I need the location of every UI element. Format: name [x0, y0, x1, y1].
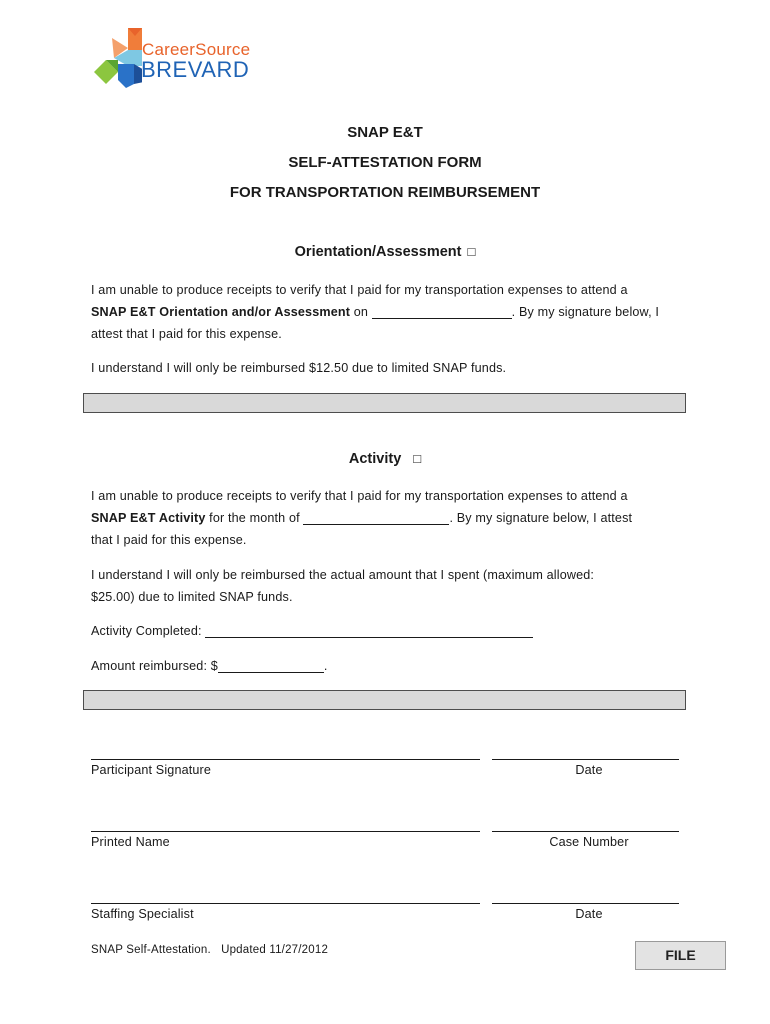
- orientation-checkbox[interactable]: □: [467, 244, 476, 259]
- orientation-p1-bold: SNAP E&T Orientation and/or Assessment: [91, 305, 351, 319]
- amount-reimbursed-end: .: [323, 659, 328, 673]
- footer-text: SNAP Self-Attestation. Updated 11/27/2012: [91, 944, 329, 956]
- activity-p1-line-b: [91, 507, 691, 529]
- activity-completed-field[interactable]: [205, 623, 533, 638]
- activity-paragraph-1: [91, 485, 691, 551]
- activity-p1-line-a: I am unable to produce receipts to verify that I paid for my transportation expenses to attend a: [91, 489, 628, 503]
- orientation-paragraph-2: I understand I will only be reimbursed $12.50 due to limited SNAP funds.: [91, 361, 507, 375]
- amount-reimbursed-row: [91, 655, 691, 677]
- date-2-line[interactable]: [492, 903, 679, 904]
- activity-checkbox[interactable]: □: [413, 451, 422, 466]
- participant-signature-line[interactable]: [91, 759, 480, 760]
- orientation-heading: [0, 244, 770, 260]
- file-button[interactable]: FILE: [635, 941, 726, 970]
- activity-completed-label: Activity Completed:: [91, 624, 202, 638]
- printed-name-line[interactable]: [91, 831, 480, 832]
- activity-p1-bold: SNAP E&T Activity: [91, 511, 206, 525]
- title-line-3: FOR TRANSPORTATION REIMBURSEMENT: [229, 184, 541, 201]
- case-number-line[interactable]: [492, 831, 679, 832]
- title-line-1: SNAP E&T: [347, 124, 423, 141]
- orientation-p1-line-a: I am unable to produce receipts to verify that I paid for my transportation expenses to attend a: [91, 283, 628, 297]
- careersource-brevard-logo: [92, 26, 272, 96]
- activity-heading: [0, 451, 770, 467]
- orientation-divider-bar: [83, 393, 686, 413]
- orientation-p1-line-b: [91, 301, 691, 323]
- date-1-line[interactable]: [492, 759, 679, 760]
- activity-p1-line-c: that I paid for this expense.: [91, 533, 247, 547]
- staffing-specialist-line[interactable]: [91, 903, 480, 904]
- activity-p2-line-a: I understand I will only be reimbursed the actual amount that I spent (maximum allowed:: [91, 568, 595, 582]
- logo-text-careersource: CareerSource: [142, 40, 251, 59]
- staffing-specialist-label: Staffing Specialist: [91, 907, 194, 921]
- orientation-p1-mid: on: [350, 305, 372, 319]
- activity-heading-text: Activity: [348, 451, 402, 467]
- activity-p1-end: . By my signature below, I attest: [449, 511, 633, 525]
- orientation-p1-end: . By my signature below, I: [511, 305, 660, 319]
- participant-signature-label: Participant Signature: [91, 763, 212, 777]
- date-2-label: Date: [575, 907, 603, 921]
- title-line-2: SELF-ATTESTATION FORM: [288, 154, 482, 171]
- activity-divider-bar: [83, 690, 686, 710]
- date-1-label: Date: [575, 763, 603, 777]
- logo-mark-icon: [92, 26, 142, 96]
- activity-p2-line-b: $25.00) due to limited SNAP funds.: [91, 590, 293, 604]
- amount-reimbursed-field[interactable]: [218, 658, 324, 673]
- activity-completed-row: [91, 620, 691, 642]
- printed-name-label: Printed Name: [91, 835, 170, 849]
- case-number-label: Case Number: [549, 835, 629, 849]
- orientation-heading-text: Orientation/Assessment: [294, 244, 462, 260]
- logo-text-brevard: BREVARD: [141, 57, 250, 82]
- activity-paragraph-2: [91, 564, 691, 608]
- orientation-date-field[interactable]: [372, 304, 512, 319]
- activity-month-field[interactable]: [303, 510, 449, 525]
- orientation-p1-line-c: attest that I paid for this expense.: [91, 327, 282, 341]
- activity-p1-mid: for the month of: [205, 511, 304, 525]
- amount-reimbursed-label: Amount reimbursed: $: [91, 659, 218, 673]
- orientation-paragraph-1: [91, 279, 691, 345]
